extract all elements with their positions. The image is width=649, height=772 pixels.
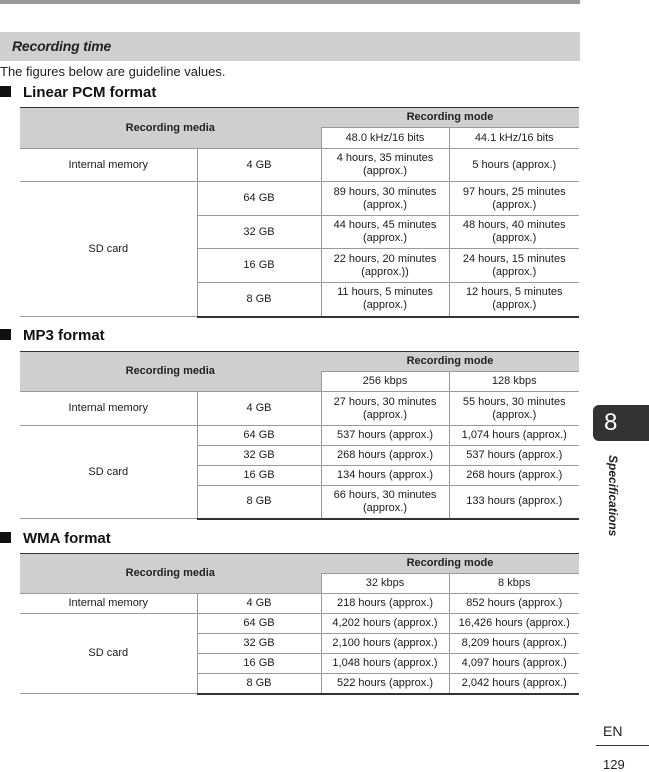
mp3-heading-text: MP3 format bbox=[23, 327, 105, 344]
time-cell: 218 hours (approx.) bbox=[321, 594, 449, 614]
capacity-cell: 64 GB bbox=[197, 426, 321, 446]
mode-col-2: 8 kbps bbox=[449, 574, 579, 594]
mode-col-1: 48.0 kHz/16 bits bbox=[321, 128, 449, 149]
time-cell: 27 hours, 30 minutes (approx.) bbox=[321, 392, 449, 426]
language-code: EN bbox=[603, 723, 623, 739]
mode-col-2: 44.1 kHz/16 bits bbox=[449, 128, 579, 149]
sd-card-label: SD card bbox=[20, 614, 197, 694]
time-cell: 44 hours, 45 minutes (approx.) bbox=[321, 216, 449, 249]
capacity-cell: 32 GB bbox=[197, 216, 321, 249]
time-cell: 4,202 hours (approx.) bbox=[321, 614, 449, 634]
recording-media-header: Recording media bbox=[20, 554, 321, 594]
chapter-label-text: Specifications bbox=[606, 455, 620, 537]
mode-col-2: 128 kbps bbox=[449, 372, 579, 392]
recording-mode-header: Recording mode bbox=[321, 352, 579, 372]
time-cell: 4 hours, 35 minutes (approx.) bbox=[321, 149, 449, 182]
mode-col-1: 256 kbps bbox=[321, 372, 449, 392]
time-cell: 133 hours (approx.) bbox=[449, 486, 579, 519]
time-cell: 89 hours, 30 minutes (approx.) bbox=[321, 182, 449, 216]
time-cell: 22 hours, 20 minutes (approx.)) bbox=[321, 249, 449, 283]
mp3-heading bbox=[0, 327, 105, 344]
wma-table bbox=[20, 553, 579, 695]
internal-memory-label: Internal memory bbox=[20, 392, 197, 426]
internal-memory-label: Internal memory bbox=[20, 149, 197, 182]
page-number: 129 bbox=[603, 757, 625, 772]
time-cell: 852 hours (approx.) bbox=[449, 594, 579, 614]
time-cell: 268 hours (approx.) bbox=[449, 466, 579, 486]
internal-memory-label: Internal memory bbox=[20, 594, 197, 614]
footer-rule bbox=[596, 745, 649, 746]
time-cell: 2,100 hours (approx.) bbox=[321, 634, 449, 654]
table-row bbox=[20, 392, 579, 426]
time-cell: 134 hours (approx.) bbox=[321, 466, 449, 486]
top-rule bbox=[0, 0, 580, 4]
time-cell: 8,209 hours (approx.) bbox=[449, 634, 579, 654]
chapter-number: 8 bbox=[604, 409, 618, 436]
capacity-cell: 64 GB bbox=[197, 182, 321, 216]
time-cell: 97 hours, 25 minutes (approx.) bbox=[449, 182, 579, 216]
wma-heading-text: WMA format bbox=[23, 530, 111, 547]
time-cell: 537 hours (approx.) bbox=[449, 446, 579, 466]
mode-col-1: 32 kbps bbox=[321, 574, 449, 594]
square-bullet-icon bbox=[0, 329, 11, 340]
recording-mode-header: Recording mode bbox=[321, 554, 579, 574]
time-cell: 11 hours, 5 minutes (approx.) bbox=[321, 283, 449, 317]
time-cell: 55 hours, 30 minutes (approx.) bbox=[449, 392, 579, 426]
linear-pcm-heading bbox=[0, 84, 156, 101]
table-row bbox=[20, 426, 579, 446]
table-row bbox=[20, 594, 579, 614]
capacity-cell: 8 GB bbox=[197, 486, 321, 519]
time-cell: 66 hours, 30 minutes (approx.) bbox=[321, 486, 449, 519]
time-cell: 4,097 hours (approx.) bbox=[449, 654, 579, 674]
intro-text: The figures below are guideline values. bbox=[0, 64, 226, 79]
time-cell: 48 hours, 40 minutes (approx.) bbox=[449, 216, 579, 249]
time-cell: 522 hours (approx.) bbox=[321, 674, 449, 694]
time-cell: 12 hours, 5 minutes (approx.) bbox=[449, 283, 579, 317]
square-bullet-icon bbox=[0, 532, 11, 543]
capacity-cell: 8 GB bbox=[197, 283, 321, 317]
recording-media-header: Recording media bbox=[20, 352, 321, 392]
time-cell: 16,426 hours (approx.) bbox=[449, 614, 579, 634]
time-cell: 5 hours (approx.) bbox=[449, 149, 579, 182]
time-cell: 24 hours, 15 minutes (approx.) bbox=[449, 249, 579, 283]
table-row bbox=[20, 182, 579, 216]
square-bullet-icon bbox=[0, 86, 11, 97]
sd-card-label: SD card bbox=[20, 426, 197, 519]
capacity-cell: 32 GB bbox=[197, 446, 321, 466]
capacity-cell: 16 GB bbox=[197, 466, 321, 486]
time-cell: 537 hours (approx.) bbox=[321, 426, 449, 446]
capacity-cell: 16 GB bbox=[197, 249, 321, 283]
recording-mode-header: Recording mode bbox=[321, 108, 579, 128]
capacity-cell: 8 GB bbox=[197, 674, 321, 694]
time-cell: 1,074 hours (approx.) bbox=[449, 426, 579, 446]
table-row bbox=[20, 614, 579, 634]
time-cell: 2,042 hours (approx.) bbox=[449, 674, 579, 694]
recording-media-header: Recording media bbox=[20, 108, 321, 149]
time-cell: 1,048 hours (approx.) bbox=[321, 654, 449, 674]
capacity-cell: 4 GB bbox=[197, 594, 321, 614]
chapter-label bbox=[604, 455, 622, 545]
time-cell: 268 hours (approx.) bbox=[321, 446, 449, 466]
capacity-cell: 4 GB bbox=[197, 149, 321, 182]
capacity-cell: 4 GB bbox=[197, 392, 321, 426]
capacity-cell: 64 GB bbox=[197, 614, 321, 634]
chapter-tab bbox=[593, 405, 649, 441]
linear-pcm-table bbox=[20, 107, 579, 318]
capacity-cell: 16 GB bbox=[197, 654, 321, 674]
wma-heading bbox=[0, 530, 111, 547]
section-title-bar bbox=[0, 32, 580, 61]
mp3-table bbox=[20, 351, 579, 520]
table-row bbox=[20, 149, 579, 182]
capacity-cell: 32 GB bbox=[197, 634, 321, 654]
section-title: Recording time bbox=[12, 38, 112, 54]
linear-pcm-heading-text: Linear PCM format bbox=[23, 84, 157, 101]
sd-card-label: SD card bbox=[20, 182, 197, 317]
